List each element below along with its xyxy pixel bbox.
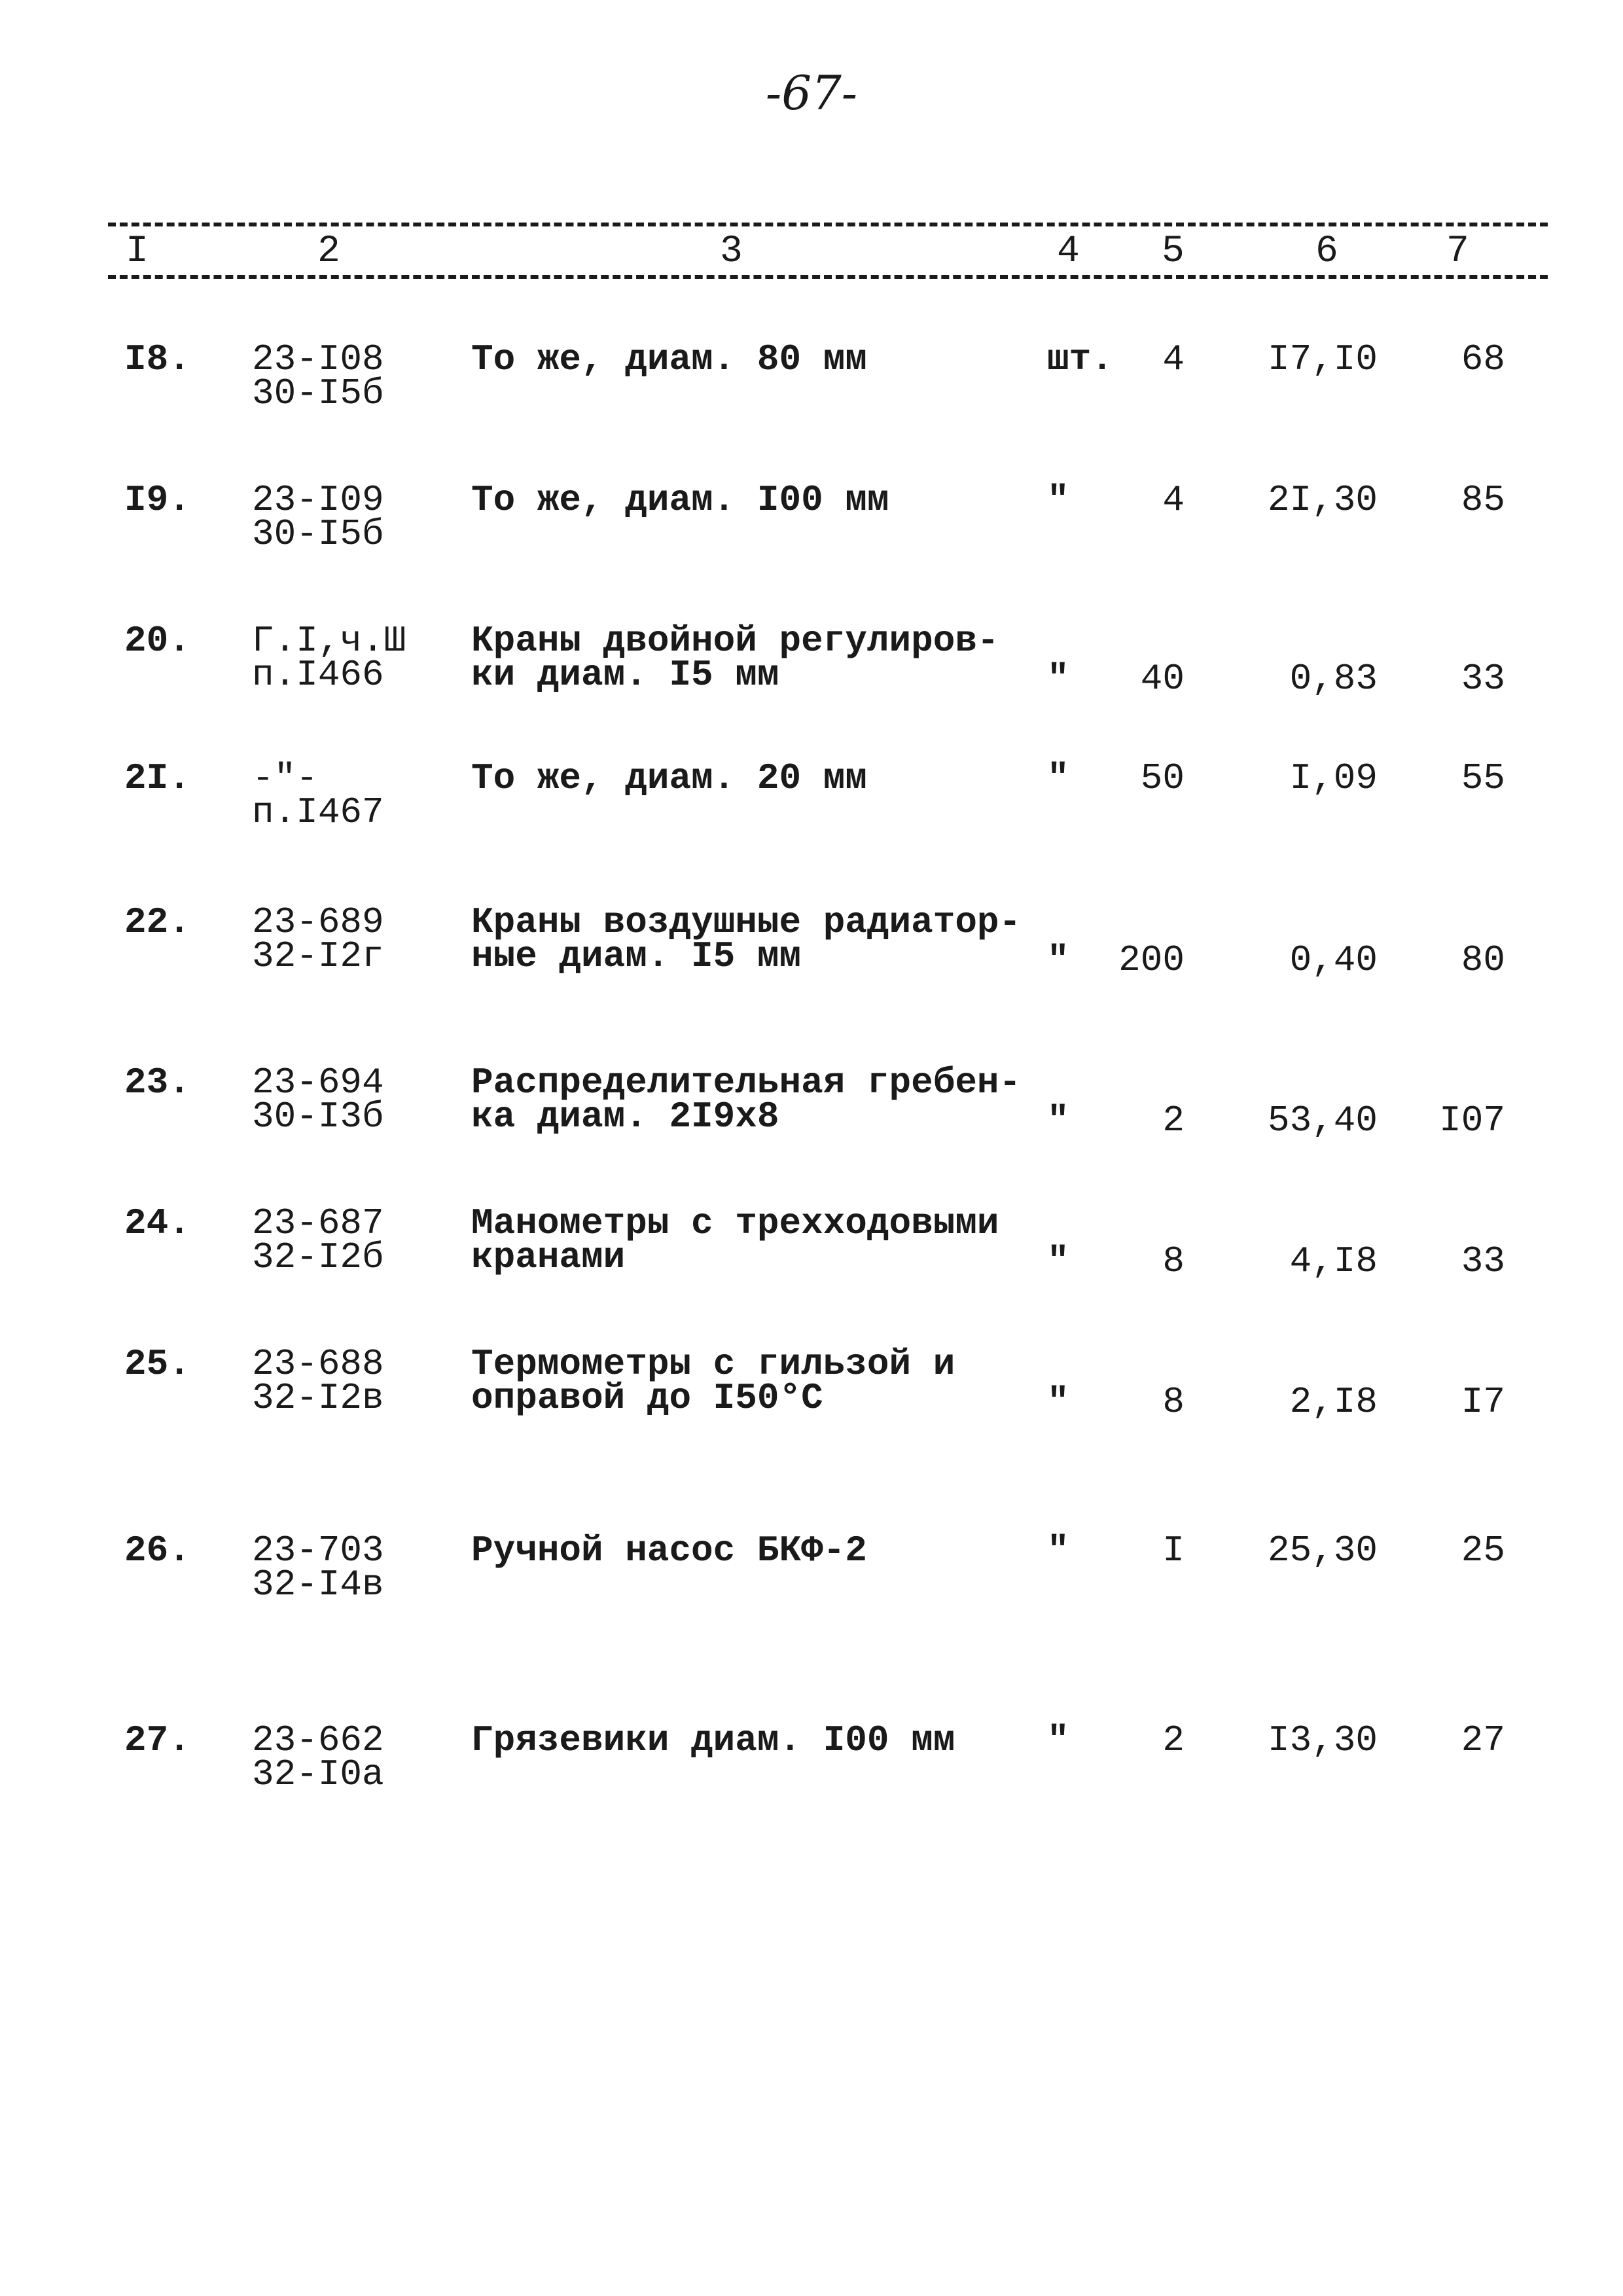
row-description-1: То же, диам. I00 мм	[471, 479, 889, 521]
header-rule-bottom	[108, 275, 1548, 279]
row-total: 85	[1461, 479, 1505, 521]
header-rule-top	[108, 223, 1548, 226]
row-total: 55	[1461, 757, 1505, 799]
row-quantity: 2	[1162, 1100, 1185, 1141]
col-head-3: 3	[720, 230, 743, 273]
row-quantity: 8	[1162, 1240, 1185, 1282]
col-head-2: 2	[317, 230, 340, 273]
row-description-2: ка диам. 2I9х8	[471, 1096, 779, 1138]
col-head-7: 7	[1446, 230, 1469, 273]
row-code-1: 23-688	[252, 1343, 384, 1385]
row-total: 33	[1461, 1240, 1505, 1282]
col-head-5: 5	[1162, 230, 1185, 273]
row-unit: "	[1047, 1100, 1069, 1141]
row-number: 26.	[124, 1530, 190, 1571]
row-total: 80	[1461, 939, 1505, 981]
row-number: 25.	[124, 1343, 190, 1385]
row-description-1: Краны воздушные радиатор-	[471, 901, 1022, 943]
row-description-2: оправой до I50°С	[471, 1377, 823, 1419]
col-head-6: 6	[1315, 230, 1338, 273]
row-price: I3,30	[1267, 1719, 1378, 1761]
row-price: 2I,30	[1267, 479, 1378, 521]
row-number: I8.	[124, 338, 190, 380]
row-total: 68	[1461, 338, 1505, 380]
row-total: I7	[1461, 1381, 1505, 1423]
row-quantity: I	[1162, 1530, 1185, 1571]
col-head-4: 4	[1057, 230, 1080, 273]
row-number: I9.	[124, 479, 190, 521]
row-code-1: Г.I,ч.Ш	[252, 620, 406, 662]
row-unit: "	[1047, 658, 1069, 700]
row-number: 22.	[124, 901, 190, 943]
row-total: 27	[1461, 1719, 1505, 1761]
col-head-1: I	[126, 230, 149, 273]
row-price: 0,83	[1289, 658, 1378, 700]
row-unit: "	[1047, 1240, 1069, 1282]
row-quantity: 40	[1140, 658, 1185, 700]
row-code-1: 23-703	[252, 1530, 384, 1571]
row-code-1: 23-662	[252, 1719, 384, 1761]
row-unit: шт.	[1047, 338, 1113, 380]
row-code-2: 32-I2в	[252, 1377, 384, 1419]
row-code-1: 23-694	[252, 1062, 384, 1103]
row-total: I07	[1439, 1100, 1505, 1141]
row-total: 25	[1461, 1530, 1505, 1571]
row-code-1: -"-	[252, 757, 318, 799]
row-quantity: 50	[1140, 757, 1185, 799]
row-code-1: 23-I09	[252, 479, 384, 521]
row-code-1: 23-I08	[252, 338, 384, 380]
row-quantity: 200	[1118, 939, 1185, 981]
row-price: I,09	[1289, 757, 1378, 799]
row-quantity: 8	[1162, 1381, 1185, 1423]
row-unit: "	[1047, 1381, 1069, 1423]
row-description-1: Термометры с гильзой и	[471, 1343, 955, 1385]
row-unit: "	[1047, 479, 1069, 521]
row-description-1: Манометры с трехходовыми	[471, 1202, 999, 1244]
row-code-2: 32-I0а	[252, 1753, 384, 1795]
row-description-1: Распределительная гребен-	[471, 1062, 1022, 1103]
row-code-2: 30-I5б	[252, 372, 384, 414]
row-total: 33	[1461, 658, 1505, 700]
row-quantity: 4	[1162, 479, 1185, 521]
row-price: 4,I8	[1289, 1240, 1378, 1282]
row-number: 23.	[124, 1062, 190, 1103]
row-code-2: п.I467	[252, 791, 384, 833]
row-unit: "	[1047, 757, 1069, 799]
row-description-1: Грязевики диам. I00 мм	[471, 1719, 955, 1761]
row-unit: "	[1047, 1719, 1069, 1761]
row-description-1: Краны двойной регулиров-	[471, 620, 999, 662]
row-price: I7,I0	[1267, 338, 1378, 380]
row-number: 20.	[124, 620, 190, 662]
row-description-2: кранами	[471, 1236, 626, 1278]
row-price: 0,40	[1289, 939, 1378, 981]
row-unit: "	[1047, 1530, 1069, 1571]
row-description-2: ки диам. I5 мм	[471, 654, 779, 696]
row-description-1: Ручной насос БКФ-2	[471, 1530, 867, 1571]
row-description-1: То же, диам. 20 мм	[471, 757, 867, 799]
row-number: 2I.	[124, 757, 190, 799]
row-price: 25,30	[1267, 1530, 1378, 1571]
row-code-2: 30-I3б	[252, 1096, 384, 1138]
row-price: 53,40	[1267, 1100, 1378, 1141]
row-code-2: 32-I2г	[252, 935, 384, 977]
row-code-2: 30-I5б	[252, 513, 384, 555]
page-number: -67-	[765, 65, 858, 120]
row-description-1: То же, диам. 80 мм	[471, 338, 867, 380]
row-unit: "	[1047, 939, 1069, 981]
row-code-2: 32-I4в	[252, 1564, 384, 1605]
row-code-2: п.I466	[252, 654, 384, 696]
row-number: 27.	[124, 1719, 190, 1761]
row-code-1: 23-687	[252, 1202, 384, 1244]
row-code-2: 32-I2б	[252, 1236, 384, 1278]
row-price: 2,I8	[1289, 1381, 1378, 1423]
row-code-1: 23-689	[252, 901, 384, 943]
row-number: 24.	[124, 1202, 190, 1244]
row-quantity: 2	[1162, 1719, 1185, 1761]
row-description-2: ные диам. I5 мм	[471, 935, 802, 977]
row-quantity: 4	[1162, 338, 1185, 380]
